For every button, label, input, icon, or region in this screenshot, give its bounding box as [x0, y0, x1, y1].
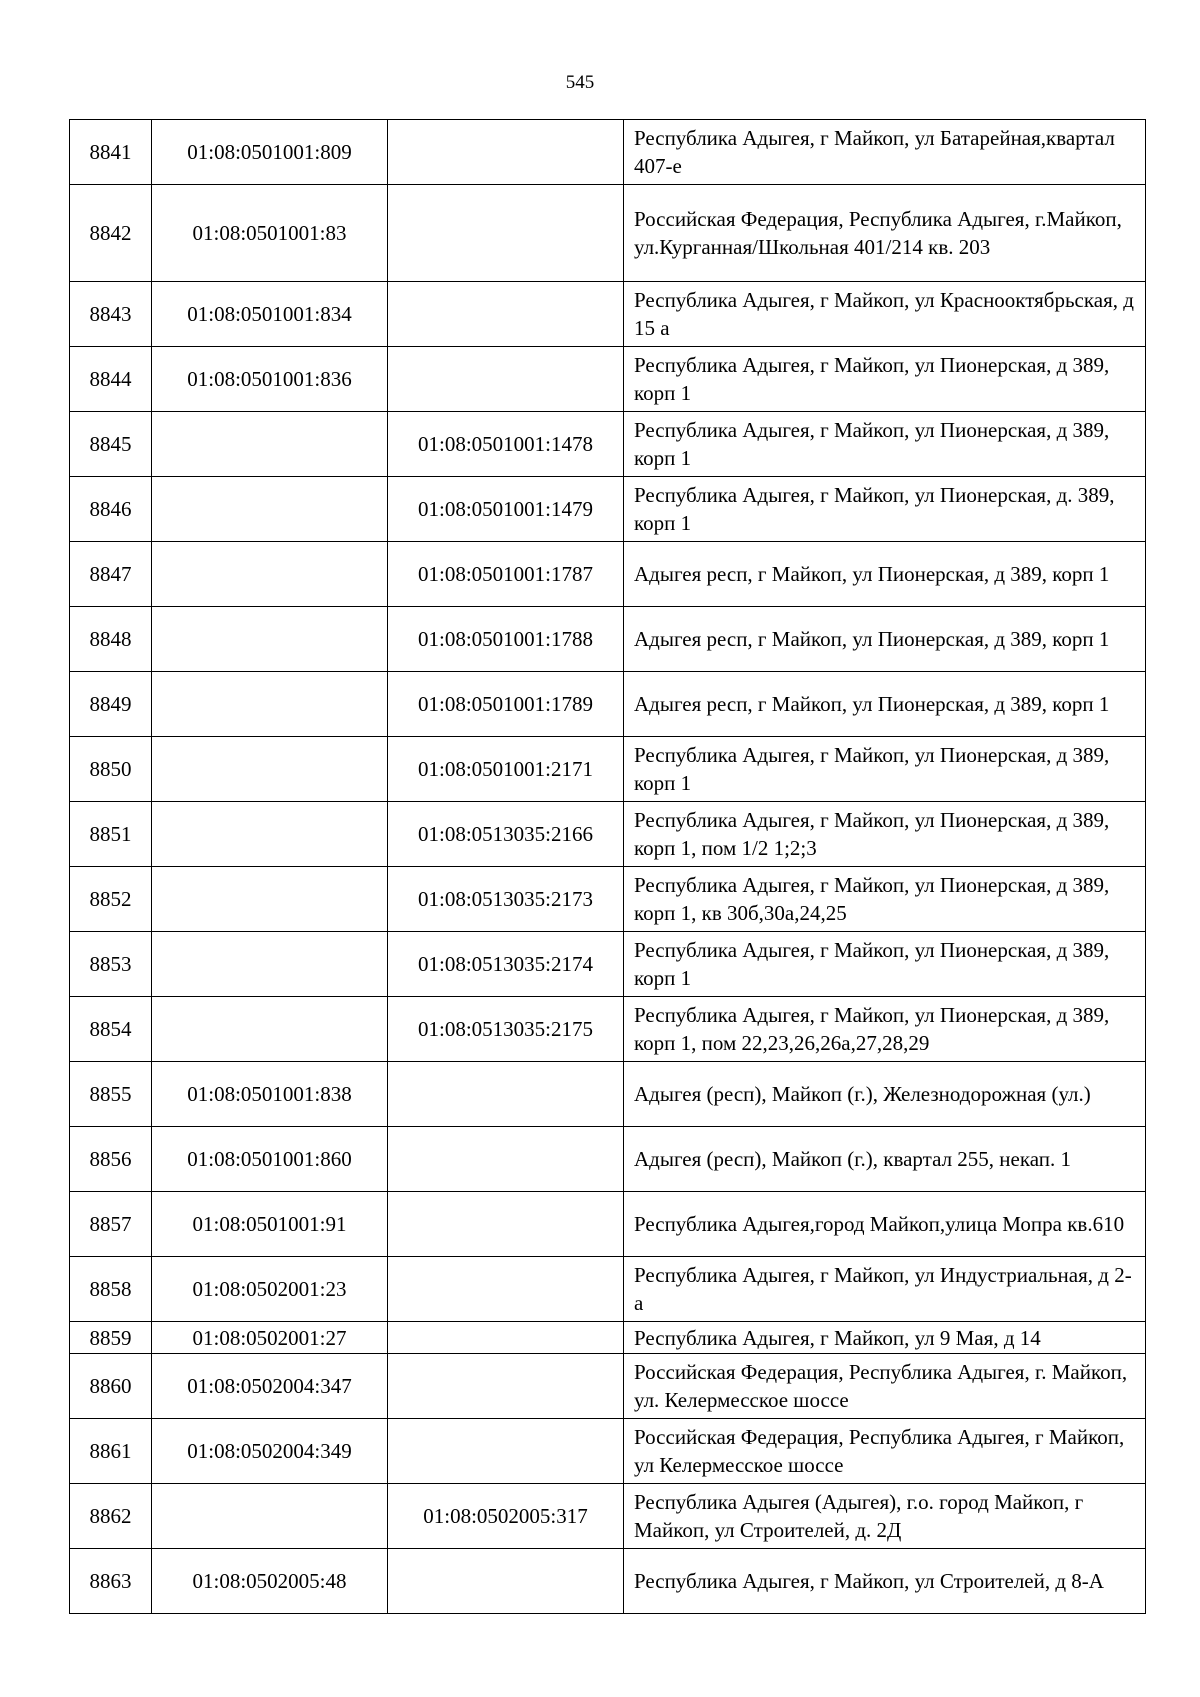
table-row: [70, 477, 1146, 542]
table-row: [70, 542, 1146, 607]
related-cadastral-number: 01:08:0513035:2166: [388, 802, 624, 867]
row-number: 8846: [70, 477, 152, 542]
related-cadastral-number: [388, 185, 624, 282]
row-number: 8861: [70, 1419, 152, 1484]
cadastral-number: [152, 997, 388, 1062]
address: Российская Федерация, Республика Адыгея, г.Майкоп, ул.Курганная/Школьная 401/214 кв. 203: [624, 185, 1146, 282]
related-cadastral-number: [388, 1127, 624, 1192]
address: Республика Адыгея, г Майкоп, ул Пионерская, д 389, корп 1, пом 22,23,26,26а,27,28,29: [624, 997, 1146, 1062]
row-number: 8843: [70, 282, 152, 347]
cadastral-number: [152, 867, 388, 932]
related-cadastral-number: [388, 347, 624, 412]
table-row: [70, 1127, 1146, 1192]
address: Адыгея респ, г Майкоп, ул Пионерская, д 389, корп 1: [624, 672, 1146, 737]
table-row: [70, 120, 1146, 185]
address: Республика Адыгея, г Майкоп, ул Строителей, д 8-А: [624, 1549, 1146, 1614]
cadastral-number: [152, 737, 388, 802]
related-cadastral-number: 01:08:0513035:2173: [388, 867, 624, 932]
related-cadastral-number: [388, 1257, 624, 1322]
row-number: 8857: [70, 1192, 152, 1257]
address: Республика Адыгея, г Майкоп, ул Пионерская, д 389, корп 1: [624, 347, 1146, 412]
address: Адыгея респ, г Майкоп, ул Пионерская, д 389, корп 1: [624, 607, 1146, 672]
table-row: [70, 997, 1146, 1062]
cadastral-number: 01:08:0501001:83: [152, 185, 388, 282]
related-cadastral-number: 01:08:0513035:2175: [388, 997, 624, 1062]
row-number: 8858: [70, 1257, 152, 1322]
table-row: [70, 932, 1146, 997]
row-number: 8847: [70, 542, 152, 607]
row-number: 8860: [70, 1354, 152, 1419]
address: Республика Адыгея, г Майкоп, ул Пионерская, д 389, корп 1, пом 1/2 1;2;3: [624, 802, 1146, 867]
row-number: 8841: [70, 120, 152, 185]
row-number: 8863: [70, 1549, 152, 1614]
address: Российская Федерация, Республика Адыгея, г Майкоп, ул Келермесское шоссе: [624, 1419, 1146, 1484]
row-number: 8854: [70, 997, 152, 1062]
row-number: 8845: [70, 412, 152, 477]
related-cadastral-number: [388, 282, 624, 347]
related-cadastral-number: 01:08:0501001:1787: [388, 542, 624, 607]
address: Республика Адыгея, г Майкоп, ул Индустриальная, д 2-а: [624, 1257, 1146, 1322]
row-number: 8850: [70, 737, 152, 802]
row-number: 8856: [70, 1127, 152, 1192]
table-row: [70, 607, 1146, 672]
table-row: [70, 1192, 1146, 1257]
address: Республика Адыгея, г Майкоп, ул Пионерская, д 389, корп 1: [624, 412, 1146, 477]
table-row: [70, 672, 1146, 737]
cadastral-number: [152, 932, 388, 997]
related-cadastral-number: 01:08:0501001:1478: [388, 412, 624, 477]
cadastral-number: 01:08:0502001:27: [152, 1322, 388, 1354]
page-number: 545: [565, 72, 595, 93]
related-cadastral-number: 01:08:0502005:317: [388, 1484, 624, 1549]
table-row: [70, 347, 1146, 412]
table-row: [70, 1484, 1146, 1549]
address: Республика Адыгея, г Майкоп, ул Пионерская, д 389, корп 1, кв 30б,30а,24,25: [624, 867, 1146, 932]
related-cadastral-number: [388, 1354, 624, 1419]
cadastral-number: 01:08:0501001:834: [152, 282, 388, 347]
cadastral-number: 01:08:0501001:91: [152, 1192, 388, 1257]
related-cadastral-number: [388, 1419, 624, 1484]
registry-table: [69, 119, 1146, 1614]
table-row: [70, 802, 1146, 867]
table-row: [70, 1354, 1146, 1419]
cadastral-number: [152, 802, 388, 867]
cadastral-number: 01:08:0502004:347: [152, 1354, 388, 1419]
row-number: 8844: [70, 347, 152, 412]
cadastral-number: 01:08:0501001:860: [152, 1127, 388, 1192]
row-number: 8842: [70, 185, 152, 282]
row-number: 8853: [70, 932, 152, 997]
address: Республика Адыгея, г Майкоп, ул Краснооктябрьская, д 15 а: [624, 282, 1146, 347]
row-number: 8848: [70, 607, 152, 672]
table-row: [70, 867, 1146, 932]
related-cadastral-number: [388, 1322, 624, 1354]
related-cadastral-number: 01:08:0501001:1788: [388, 607, 624, 672]
address: Адыгея (респ), Майкоп (г.), квартал 255, некап. 1: [624, 1127, 1146, 1192]
related-cadastral-number: [388, 1192, 624, 1257]
table-row: [70, 1419, 1146, 1484]
cadastral-number: [152, 412, 388, 477]
address: Республика Адыгея, г Майкоп, ул Батарейная,квартал 407-е: [624, 120, 1146, 185]
table-row: [70, 282, 1146, 347]
address: Республика Адыгея (Адыгея), г.о. город Майкоп, г Майкоп, ул Строителей, д. 2Д: [624, 1484, 1146, 1549]
address: Адыгея (респ), Майкоп (г.), Железнодорожная (ул.): [624, 1062, 1146, 1127]
table-row: [70, 1062, 1146, 1127]
row-number: 8852: [70, 867, 152, 932]
row-number: 8862: [70, 1484, 152, 1549]
row-number: 8855: [70, 1062, 152, 1127]
related-cadastral-number: 01:08:0501001:2171: [388, 737, 624, 802]
address: Республика Адыгея, г Майкоп, ул Пионерская, д. 389, корп 1: [624, 477, 1146, 542]
related-cadastral-number: [388, 1062, 624, 1127]
related-cadastral-number: 01:08:0501001:1789: [388, 672, 624, 737]
address: Адыгея респ, г Майкоп, ул Пионерская, д 389, корп 1: [624, 542, 1146, 607]
cadastral-number: [152, 607, 388, 672]
cadastral-number: 01:08:0502001:23: [152, 1257, 388, 1322]
row-number: 8849: [70, 672, 152, 737]
address: Республика Адыгея, г Майкоп, ул Пионерская, д 389, корп 1: [624, 737, 1146, 802]
cadastral-number: 01:08:0502004:349: [152, 1419, 388, 1484]
address: Республика Адыгея, г Майкоп, ул Пионерская, д 389, корп 1: [624, 932, 1146, 997]
cadastral-number: [152, 1484, 388, 1549]
cadastral-number: [152, 477, 388, 542]
cadastral-number: [152, 542, 388, 607]
related-cadastral-number: 01:08:0513035:2174: [388, 932, 624, 997]
cadastral-number: 01:08:0501001:809: [152, 120, 388, 185]
table-row: [70, 737, 1146, 802]
table-row: [70, 1257, 1146, 1322]
table-row: [70, 412, 1146, 477]
related-cadastral-number: [388, 1549, 624, 1614]
row-number: 8851: [70, 802, 152, 867]
cadastral-number: 01:08:0501001:838: [152, 1062, 388, 1127]
table-row: [70, 1322, 1146, 1354]
address: Республика Адыгея,город Майкоп,улица Мопра кв.610: [624, 1192, 1146, 1257]
cadastral-number: 01:08:0502005:48: [152, 1549, 388, 1614]
table-row: [70, 1549, 1146, 1614]
address: Республика Адыгея, г Майкоп, ул 9 Мая, д 14: [624, 1322, 1146, 1354]
row-number: 8859: [70, 1322, 152, 1354]
address: Российская Федерация, Республика Адыгея, г. Майкоп, ул. Келермесское шоссе: [624, 1354, 1146, 1419]
related-cadastral-number: [388, 120, 624, 185]
cadastral-number: 01:08:0501001:836: [152, 347, 388, 412]
table-row: [70, 185, 1146, 282]
related-cadastral-number: 01:08:0501001:1479: [388, 477, 624, 542]
cadastral-number: [152, 672, 388, 737]
